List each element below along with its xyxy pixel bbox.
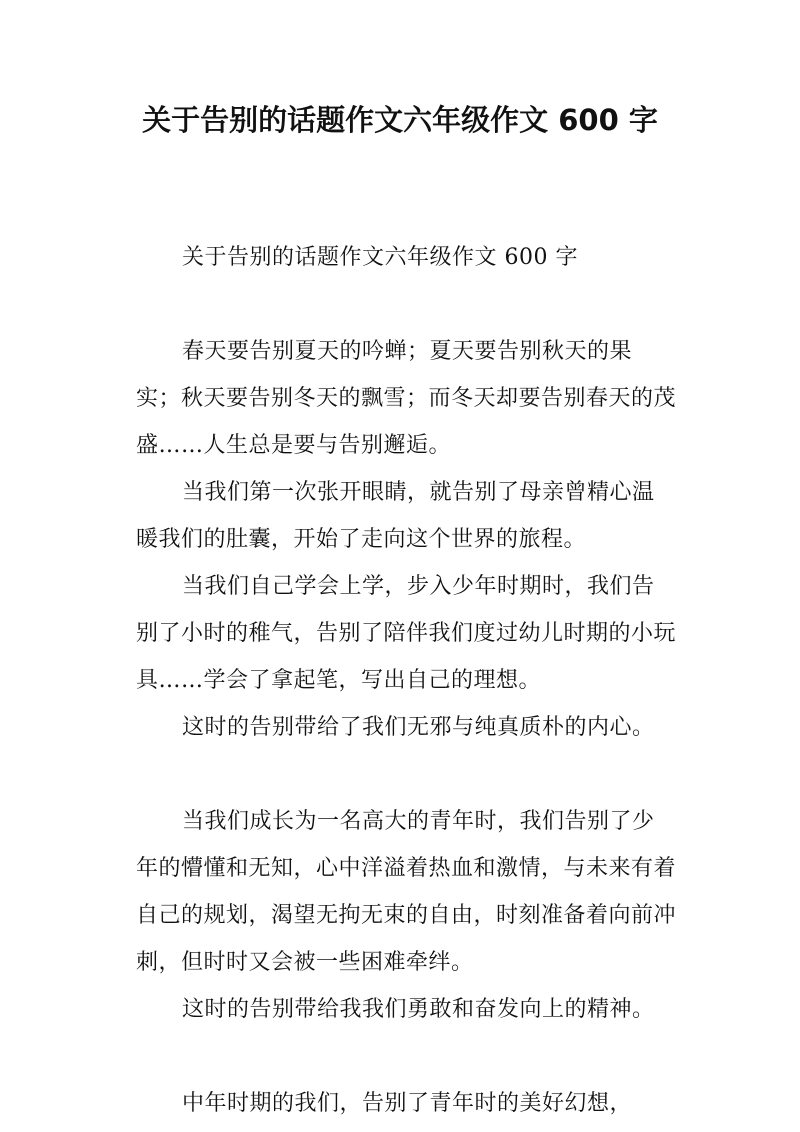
paragraph-5: 当我们成长为一名高大的青年时，我们告别了少年的懵懂和无知，心中洋溢着热血和激情，与未来有着自己的规划，渴望无拘无束的自由，时刻准备着向前冲刺，但时时又会被一些困难牵绊。 (136, 809, 677, 975)
paragraph-gap (136, 1033, 676, 1080)
paragraph-7: 中年时期的我们，告别了青年时的美好幻想， (182, 1091, 633, 1116)
paragraph-gap (136, 751, 676, 798)
paragraph-4: 这时的告别带给了我们无邪与纯真质朴的内心。 (182, 715, 655, 740)
paragraph-1: 春天要告别夏天的吟蝉；夏天要告别秋天的果实；秋天要告别冬天的飘雪；而冬天却要告别春天的茂盛……人生总是要与告别邂逅。 (136, 339, 677, 458)
document-title: 关于告别的话题作文六年级作文 600 字 (142, 103, 658, 137)
paragraph-gap (136, 281, 676, 328)
subtitle-line: 关于告别的话题作文六年级作文 600 字 (182, 245, 578, 270)
paragraph-2: 当我们第一次张开眼睛，就告别了母亲曾精心温暖我们的肚囊，开始了走向这个世界的旅程。 (136, 480, 655, 552)
paragraph-6: 这时的告别带给我我们勇敢和奋发向上的精神。 (182, 997, 655, 1022)
paragraph-3: 当我们自己学会上学，步入少年时期时，我们告别了小时的稚气，告别了陪伴我们度过幼儿时期的小玩具……学会了拿起笔，写出自己的理想。 (136, 574, 677, 693)
document-body (136, 234, 676, 1127)
